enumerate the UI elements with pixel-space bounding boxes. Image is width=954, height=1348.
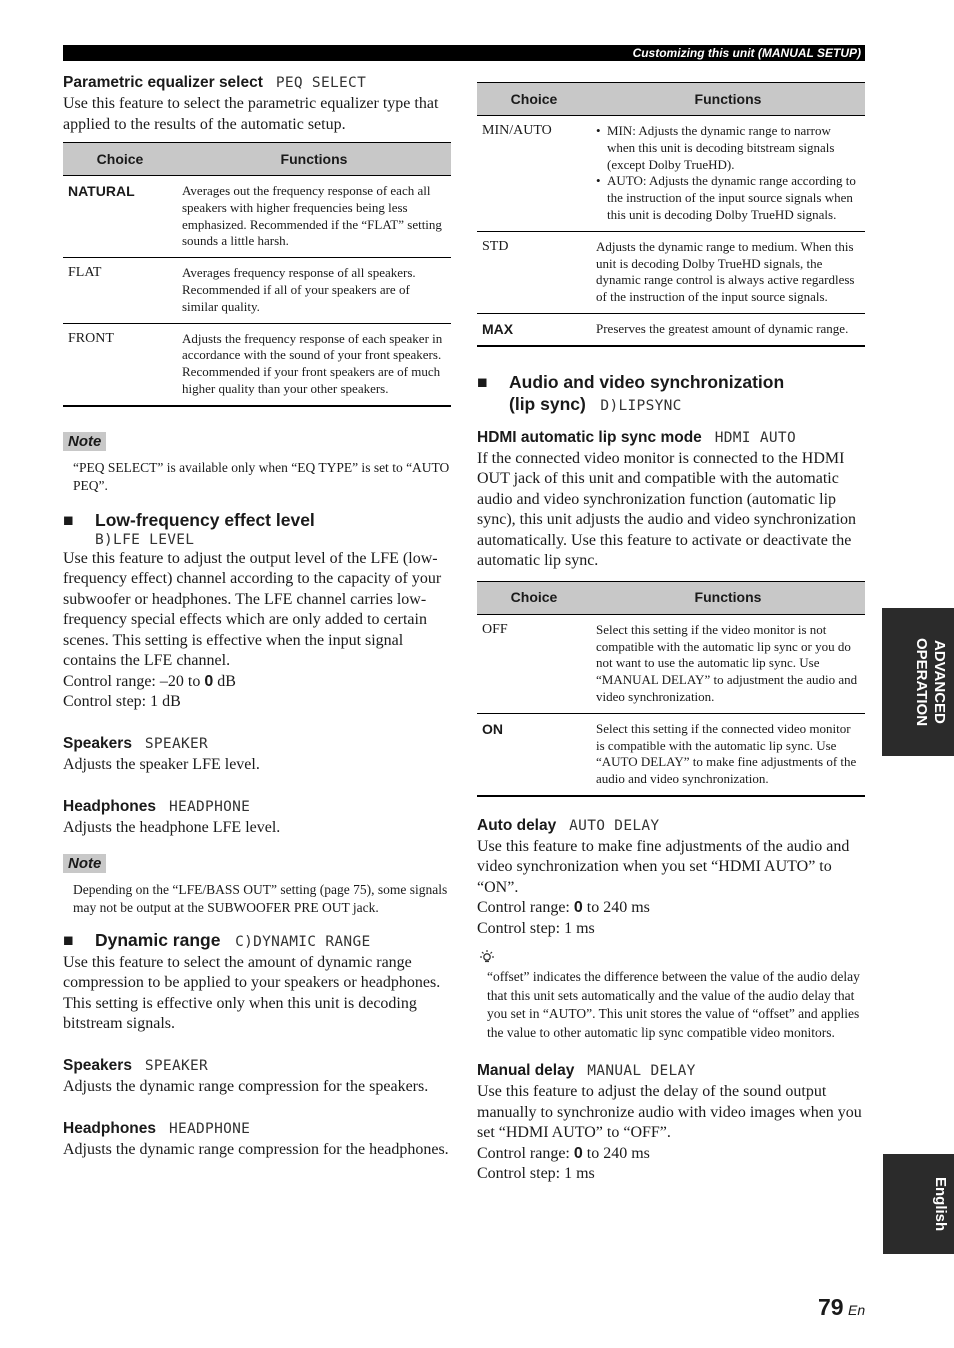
note-text: Depending on the “LFE/BASS OUT” setting (page 75), some signals may not be output at the SUBWOOFER PRE OUT jack. xyxy=(73,881,448,915)
manual-delay-description: Use this feature to adjust the delay of the sound output manually to synchronize audio with video images when you set “HDMI AUTO” to “OFF”. xyxy=(477,1083,862,1142)
table-row: MAX Preserves the greatest amount of dynamic range. xyxy=(477,313,865,345)
manual-delay-range: Control range: 0 to 240 ms xyxy=(477,1144,650,1162)
dynamic-range-table xyxy=(477,82,865,347)
column-header: Choice xyxy=(63,143,177,176)
table-row: MIN/AUTO • MIN: Adjusts the dynamic range to narrow when this unit is decoding bitstream signals (except Dolby TrueHD). • AUTO: Adjusts the dynamic range according to the instruction of the input source signals when this unit is decoding Dolby TrueHD signals. xyxy=(477,116,865,232)
lfe-step: Control step: 1 dB xyxy=(63,693,181,711)
dr-speakers-desc: Adjusts the dynamic range compression for the speakers. xyxy=(63,1077,429,1095)
lfe-heading: ■ Low-frequency effect level xyxy=(63,509,315,530)
lfe-speakers-heading: Speakers SPEAKER xyxy=(63,734,209,752)
auto-delay-step: Control step: 1 ms xyxy=(477,919,595,937)
auto-delay-description: Use this feature to make fine adjustments of the audio and video synchronization when you set “HDMI AUTO” to “ON”. xyxy=(477,837,850,896)
note-label: Note xyxy=(63,432,106,451)
hdmi-auto-description: If the connected video monitor is connected to the HDMI OUT jack of this unit and compatible with the automatic audio and video synchronization function (automatic lip sync), this unit adjusts the audio and video synchronization automatically. Use this feature to activate or deactivate the automatic lip sync. xyxy=(477,449,857,570)
auto-delay-range: Control range: 0 to 240 ms xyxy=(477,899,650,917)
dynamic-range-description: Use this feature to select the amount of dynamic range compression to be applied to your speakers or headphones. This setting is effective only when this unit is decoding bitstream signals. xyxy=(63,953,441,1033)
lfe-description: Use this feature to adjust the output level of the LFE (low-frequency effect) channel according to the capacity of your subwoofer or headphones. The LFE channel carries low-frequency special effects which are only added to certain scenes. This setting is effective when the input signal contains the LFE channel. xyxy=(63,549,442,670)
column-header: Choice xyxy=(477,83,591,116)
peq-table xyxy=(63,142,451,407)
auto-delay-heading: Auto delay AUTO DELAY xyxy=(477,816,660,834)
lfe-headphones-heading: Headphones HEADPHONE xyxy=(63,798,251,816)
tip-block xyxy=(477,949,865,1042)
header-text: Customizing this unit (MANUAL SETUP) xyxy=(632,46,861,60)
lfe-headphones-desc: Adjusts the headphone LFE level. xyxy=(63,819,281,837)
page-number: 79 En xyxy=(818,1294,866,1320)
lipsync-table xyxy=(477,581,865,797)
table-row: FRONT Adjusts the frequency response of each speaker in accordance with the sound of your front speakers. Recommended if your front speakers are of much higher quality than your other speakers. xyxy=(63,323,451,406)
page-header-bar xyxy=(63,45,865,61)
column-header: Functions xyxy=(591,83,865,116)
column-header: Functions xyxy=(177,143,451,176)
column-header: Choice xyxy=(477,581,591,614)
note-block xyxy=(63,432,451,495)
lightbulb-icon xyxy=(477,949,497,963)
dr-headphones-heading: Headphones HEADPHONE xyxy=(63,1120,251,1138)
lfe-speakers-desc: Adjusts the speaker LFE level. xyxy=(63,755,260,773)
table-row: STD Adjusts the dynamic range to medium. When this unit is decoding Dolby TrueHD signals, the dynamic range control is always active regardless of the instruction of the input source signals. xyxy=(477,231,865,313)
dynamic-range-heading: ■ Dynamic range C)DYNAMIC RANGE xyxy=(63,929,371,950)
table-row: ON Select this setting if the connected video monitor is compatible with the automatic lip sync. Use “AUTO DELAY” to make fine adjustments of the audio and video synchronization. xyxy=(477,713,865,796)
manual-delay-step: Control step: 1 ms xyxy=(477,1165,595,1183)
peq-heading: Parametric equalizer select PEQ SELECT xyxy=(63,74,367,91)
table-row: FLAT Averages frequency response of all speakers. Recommended if all of your speakers are of similar quality. xyxy=(63,258,451,323)
right-column xyxy=(477,82,865,1185)
peq-description: Use this feature to select the parametric equalizer type that applied to the results of the automatic setup. xyxy=(63,95,439,133)
dr-headphones-desc: Adjusts the dynamic range compression for the headphones. xyxy=(63,1141,449,1159)
lfe-range: Control range: –20 to 0 dB xyxy=(63,672,236,690)
note-label: Note xyxy=(63,854,106,873)
avsync-heading: ■ Audio and video synchronization (lip sync) D)LIPSYNC xyxy=(477,371,785,414)
hdmi-auto-heading: HDMI automatic lip sync mode HDMI AUTO xyxy=(477,428,796,446)
peq-code: PEQ SELECT xyxy=(275,75,367,91)
tip-text: “offset” indicates the difference between the value of the audio delay that this unit sets automatically and the value of the audio delay that you set in “AUTO”. This unit stores the value of “offset” and applies the value to other automatic lip sync compatible video monitors. xyxy=(487,969,860,1040)
lfe-code: B)LFE LEVEL xyxy=(95,531,195,548)
side-tab-advanced-operation: ADVANCED OPERATION xyxy=(882,608,954,756)
table-row: OFF Select this setting if the video monitor is not compatible with the automatic lip sync or you do not want to use the automatic lip sync. Use “MANUAL DELAY” to adjustment the audio and video synchronization. xyxy=(477,614,865,713)
table-row: NATURAL Averages out the frequency response of each all speakers with higher frequencies being less emphasized. Recommended if the “FLAT” setting sounds a little harsh. xyxy=(63,176,451,258)
left-column xyxy=(63,72,451,1161)
note-block xyxy=(63,854,451,917)
dr-speakers-heading: Speakers SPEAKER xyxy=(63,1056,209,1074)
manual-delay-heading: Manual delay MANUAL DELAY xyxy=(477,1062,696,1080)
column-header: Functions xyxy=(591,581,865,614)
note-text: “PEQ SELECT” is available only when “EQ TYPE” is set to “AUTO PEQ”. xyxy=(73,459,450,493)
side-tab-english: English xyxy=(883,1154,954,1254)
